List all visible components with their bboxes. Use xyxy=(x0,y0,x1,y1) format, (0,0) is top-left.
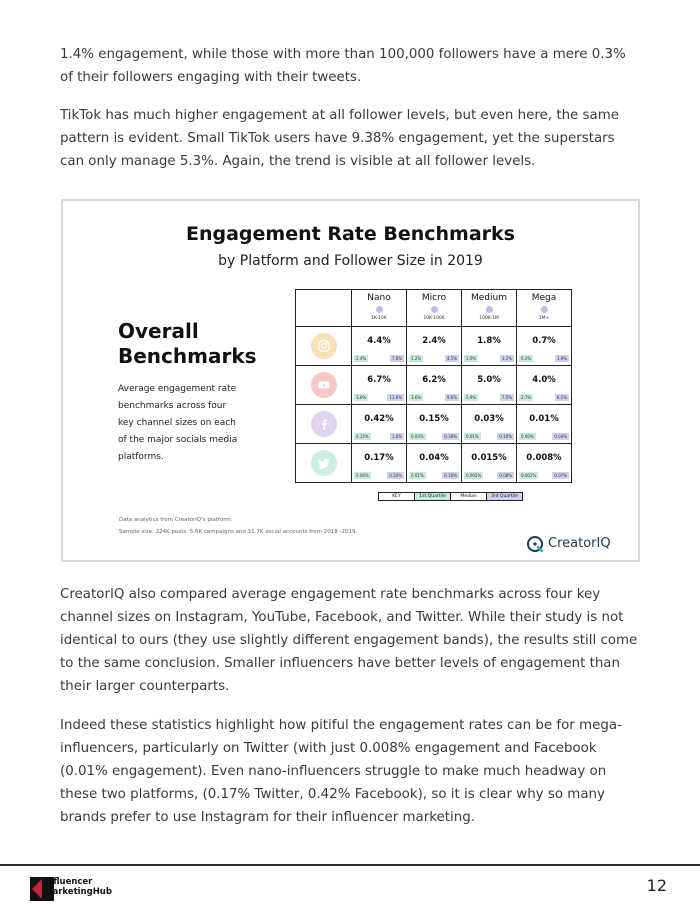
twitter-icon xyxy=(311,450,337,476)
q3-value: 1.0% xyxy=(391,434,402,439)
q3-value: 7.5% xyxy=(501,395,512,400)
q3-value: 0.50% xyxy=(389,473,402,478)
column-range: 1K-10K xyxy=(371,316,387,321)
table-cell xyxy=(462,327,517,366)
q1-value: 2.4% xyxy=(356,356,367,361)
median-value: 1.8% xyxy=(477,336,501,346)
logo-line-2: MarketingHub xyxy=(44,887,112,897)
median-value: 5.0% xyxy=(477,375,501,385)
table-cell xyxy=(352,444,407,483)
creatoriq-logo xyxy=(526,534,626,554)
table-cell xyxy=(352,366,407,405)
key-label: KEY xyxy=(379,493,415,501)
q3-value: 6.1% xyxy=(556,395,567,400)
platform-cell xyxy=(296,366,352,405)
person-icon xyxy=(376,306,383,313)
table-cell xyxy=(462,444,517,483)
table-cell xyxy=(462,366,517,405)
table-cell xyxy=(517,366,572,405)
creatoriq-mark-icon xyxy=(526,535,544,553)
median-value: 2.4% xyxy=(422,336,446,346)
table-cell xyxy=(407,444,462,483)
benchmark-table xyxy=(295,289,572,483)
q1-value: 0.01% xyxy=(411,473,424,478)
q1-value: 0.005% xyxy=(466,473,482,478)
platform-cell xyxy=(296,405,352,444)
q1-value: 0.15% xyxy=(356,434,369,439)
key-q3: 3rd Quartile xyxy=(487,493,523,501)
q3-value: 0.38% xyxy=(444,434,457,439)
column-range: 1M+ xyxy=(538,316,550,321)
column-header-mega xyxy=(517,290,572,327)
table-cell xyxy=(462,405,517,444)
source-note: Data analytics from CreatorIQ's platform. xyxy=(119,517,233,523)
q1-value: 3.6% xyxy=(411,395,422,400)
sample-size-note: Sample size: 224K posts, 5.6K campaigns and 31.7K social accounts from 2018 -2019. xyxy=(119,529,358,535)
median-value: 4.0% xyxy=(532,375,556,385)
table-cell xyxy=(352,327,407,366)
q3-value: 0.16% xyxy=(444,473,457,478)
column-header-nano xyxy=(352,290,407,327)
column-name: Mega xyxy=(531,293,557,303)
person-icon xyxy=(431,306,438,313)
median-value: 0.04% xyxy=(419,453,449,463)
facebook-icon xyxy=(311,411,337,437)
column-name: Medium xyxy=(471,293,507,303)
median-value: 6.7% xyxy=(367,375,391,385)
q1-value: 1.2% xyxy=(411,356,422,361)
person-icon xyxy=(541,306,548,313)
youtube-icon xyxy=(311,372,337,398)
median-value: 0.7% xyxy=(532,336,556,346)
q3-value: 11.6% xyxy=(389,395,402,400)
q1-value: 0.04% xyxy=(411,434,424,439)
q3-value: 0.08% xyxy=(499,473,512,478)
q3-value: 0.07% xyxy=(554,473,567,478)
table-cell xyxy=(517,444,572,483)
logo-line-1: Influencer xyxy=(44,877,93,887)
median-value: 0.17% xyxy=(364,453,394,463)
table-row-twitter xyxy=(296,444,572,483)
median-value: 4.4% xyxy=(367,336,391,346)
page-number: 12 xyxy=(646,876,667,895)
body-paragraph-4: Indeed these statistics highlight how pitiful the engagement rates can be for mega-influencers, particularly on Twitter (with just 0.008% engagement and Facebook (0.01% engagement). Even nano-influencers struggle to make much headway on these two platforms, (0.17% Twitter, 0.42% Facebook), so it is clear why so many brands prefer to use Instagram for their influencer marketing. xyxy=(60,718,622,825)
column-range: 10K-100K xyxy=(423,316,445,321)
median-value: 0.01% xyxy=(529,414,559,424)
person-icon xyxy=(486,306,493,313)
platform-cell xyxy=(296,444,352,483)
body-paragraph-3: CreatorIQ also compared average engagement rate benchmarks across four key channel sizes on Instagram, YouTube, Facebook, and Twitter. While their study is not identical to ours (they use slightly different engagement bands), the results still come to the same conclusion. Smaller influencers have better levels of engagement than their larger counterparts. xyxy=(60,587,638,694)
q1-value: 1.0% xyxy=(466,356,477,361)
influencer-marketing-hub-logo xyxy=(44,877,112,897)
table-cell xyxy=(407,327,462,366)
median-value: 0.008% xyxy=(526,453,562,463)
overall-benchmarks-heading: Overall Benchmarks xyxy=(118,319,257,368)
median-value: 6.2% xyxy=(422,375,446,385)
q3-value: 3.2% xyxy=(501,356,512,361)
median-value: 0.42% xyxy=(364,414,394,424)
column-name: Micro xyxy=(421,293,447,303)
q3-value: 1.9% xyxy=(556,356,567,361)
q3-value: 0.10% xyxy=(499,434,512,439)
median-value: 0.15% xyxy=(419,414,449,424)
table-row-instagram xyxy=(296,327,572,366)
creatoriq-wordmark: CreatorIQ xyxy=(548,536,611,551)
table-cell xyxy=(407,405,462,444)
q1-value: 2.9% xyxy=(466,395,477,400)
engagement-benchmark-figure xyxy=(61,199,640,562)
instagram-icon xyxy=(311,333,337,359)
q1-value: 3.6% xyxy=(356,395,367,400)
q1-value: 2.7% xyxy=(521,395,532,400)
overall-benchmarks-description: Average engagement rate benchmarks across four key channel sizes on each of the major socials media platforms. xyxy=(118,384,238,462)
q1-value: 0.01% xyxy=(466,434,479,439)
figure-title: Engagement Rate Benchmarks xyxy=(186,223,515,245)
table-row-facebook xyxy=(296,405,572,444)
q1-value: 0.002% xyxy=(521,473,537,478)
q3-value: 4.5% xyxy=(446,356,457,361)
q3-value: 9.6% xyxy=(446,395,457,400)
header-row xyxy=(296,290,572,327)
table-cell xyxy=(352,405,407,444)
body-paragraph-2: TikTok has much higher engagement at all follower levels, but even here, the same pattern is evident. Small TikTok users have 9.38% engagement, yet the superstars can only manage 5.3%. Again, the trend is visible at all follower levels. xyxy=(60,108,620,169)
column-header-micro xyxy=(407,290,462,327)
table-cell xyxy=(517,327,572,366)
q1-value: 0.06% xyxy=(356,473,369,478)
figure-subtitle: by Platform and Follower Size in 2019 xyxy=(218,253,483,269)
key-median: Median xyxy=(451,493,487,501)
median-value: 0.015% xyxy=(471,453,507,463)
table-corner xyxy=(296,290,352,327)
column-header-medium xyxy=(462,290,517,327)
table-cell xyxy=(407,366,462,405)
column-name: Nano xyxy=(367,293,391,303)
q1-value: 0.2% xyxy=(521,356,532,361)
q3-value: 7.6% xyxy=(391,356,402,361)
q3-value: 0.04% xyxy=(554,434,567,439)
footer-divider xyxy=(0,864,700,866)
table-row-youtube xyxy=(296,366,572,405)
body-paragraph-1: 1.4% engagement, while those with more than 100,000 followers have a mere 0.3% of their followers engaging with their tweets. xyxy=(60,47,626,85)
platform-cell xyxy=(296,327,352,366)
legend-key xyxy=(378,492,523,501)
key-q1: 1st Quartile xyxy=(415,493,451,501)
q1-value: 0.00% xyxy=(521,434,534,439)
table-cell xyxy=(517,405,572,444)
median-value: 0.03% xyxy=(474,414,504,424)
column-range: 100K-1M xyxy=(479,316,499,321)
